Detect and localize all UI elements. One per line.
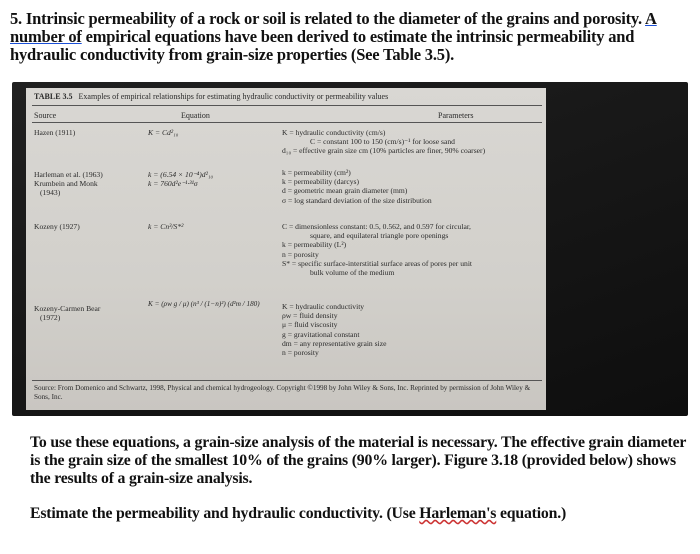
header-equation: Equation — [181, 111, 210, 120]
table-label: TABLE 3.5 — [34, 92, 73, 101]
row1-param: C = constant 100 to 150 (cm/s)⁻¹ for loose sand — [310, 137, 455, 147]
task-prefix: Estimate the permeability and hydraulic conductivity. (Use — [30, 505, 416, 522]
row2-source2: Krumbein and Monk — [34, 179, 98, 188]
row1-source: Hazen (1911) — [34, 128, 76, 137]
table-3-5 — [26, 88, 546, 410]
row4-source: Kozeny-Carmen Bear — [34, 304, 101, 313]
row3-param: k = permeability (L²) — [282, 240, 347, 250]
table-rule-header — [32, 122, 542, 123]
row2-param: k = permeability (darcys) — [282, 177, 360, 187]
row2-source: Harleman et al. (1963) — [34, 170, 103, 179]
row3-equation: k = Cn³/S*² — [148, 222, 184, 231]
table-caption-text: Examples of empirical relationships for estimating hydraulic conductivity or permeability values — [78, 92, 389, 101]
row1-param: K = hydraulic conductivity (cm/s) — [282, 128, 386, 137]
question-body — [30, 434, 690, 540]
row3-param: C = dimensionless constant: 0.5, 0.562, and 0.597 for circular, — [282, 222, 471, 231]
row4-param: ρw = fluid density — [282, 311, 338, 321]
table-caption — [34, 92, 388, 101]
row4-param: K = hydraulic conductivity — [282, 302, 365, 311]
row2-param: k = permeability (cm²) — [282, 168, 351, 177]
question-number: 5. — [10, 9, 22, 28]
header-source: Source — [34, 111, 57, 120]
header-parameters: Parameters — [438, 111, 474, 120]
row2-parameters — [282, 168, 432, 205]
row4-param: n = porosity — [282, 347, 319, 357]
row1-param: d₁₀ = effective grain size cm (10% particles are finer, 90% coarser) — [282, 146, 486, 156]
row3-source: Kozeny (1927) — [34, 222, 80, 231]
task-paragraph — [30, 505, 690, 523]
question-intro — [10, 10, 694, 64]
row3-param: n = porosity — [282, 249, 319, 259]
task-suffix: equation.) — [500, 505, 567, 522]
row1-equation: K = Cd²₁₀ — [148, 128, 179, 137]
row2-param: σ = log standard deviation of the size distribution — [282, 195, 432, 205]
row4-param: g = gravitational constant — [282, 329, 360, 339]
intro-text-2: empirical equations have been derived to estimate the intrinsic permeability and hydraulic conductivity from grain-size properties (See Table 3.5). — [10, 27, 635, 64]
row2-param: d = geometric mean grain diameter (mm) — [282, 186, 408, 196]
row4-param: dm = any representative grain size — [282, 338, 387, 348]
intro-link: A number of — [10, 9, 657, 46]
row3-param: S* = specific surface-interstitial surface areas of pores per unit — [282, 258, 473, 268]
row2-equation2: k = 760d²e⁻¹·³¹σ — [148, 179, 198, 188]
row4-param: μ = fluid viscosity — [282, 320, 338, 330]
row3-parameters — [282, 222, 472, 277]
row2-source3: (1943) — [40, 188, 61, 197]
intro-text-1: Intrinsic permeability of a rock or soil is related to the diameter of the grains and porosity. — [25, 9, 642, 28]
row3-param: square, and equilateral triangle pore openings — [310, 231, 449, 241]
body-paragraph: To use these equations, a grain-size analysis of the material is necessary. The effective grain diameter is the grain size of the smallest 10% of the grains (90% larger). Figure 3.18 (provided below) shows the results of a grain-size analysis. — [30, 434, 686, 487]
table-source-note: Source: From Domenico and Schwartz, 1998, Physical and chemical hydrogeology. Copyright ©1998 by John Wiley & Sons, Inc. Reprinted by permission of John Wiley & Sons, Inc. — [34, 384, 531, 401]
row3-param: bulk volume of the medium — [310, 267, 395, 277]
task-link: Harleman's — [419, 505, 497, 522]
row4-parameters — [282, 302, 386, 357]
row4-equation: K = (ρw g / μ) (n³ / (1−n)²) (d²m / 180) — [148, 300, 260, 308]
row4-source2: (1972) — [40, 313, 61, 322]
row2-equation: k = (6.54 × 10⁻⁴)d²₁₀ — [148, 170, 214, 179]
table-rule-bottom — [32, 380, 542, 381]
table-rule-top — [32, 105, 542, 106]
row1-parameters — [282, 128, 485, 156]
